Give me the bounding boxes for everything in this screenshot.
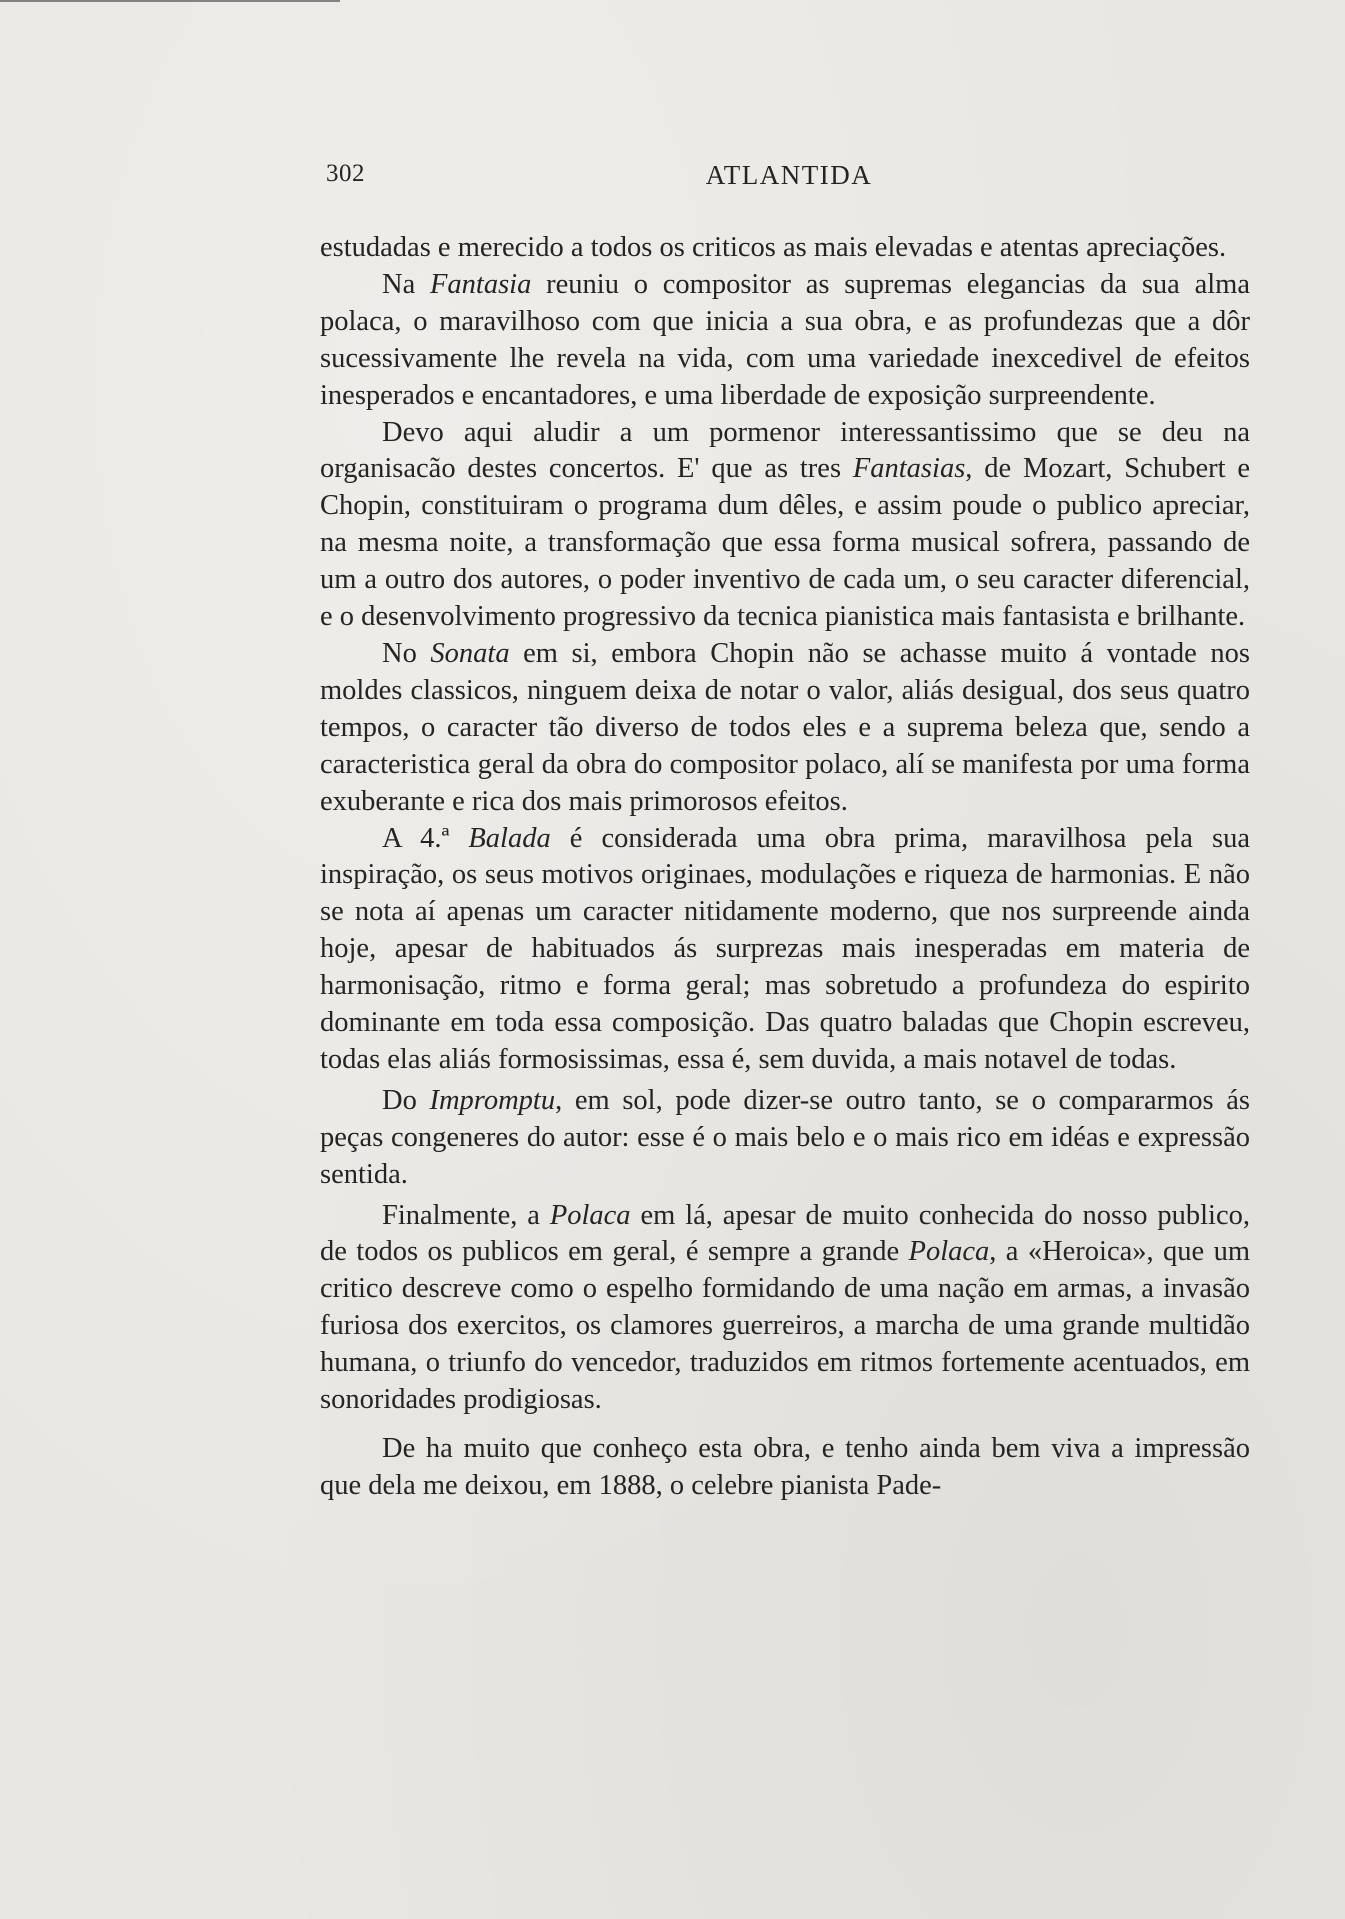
text-run: A 4.ª [382,822,469,854]
paragraph [320,1431,1250,1505]
paragraph [320,267,1250,415]
text-run: estudadas e merecido a todos os criticos as mais elevadas e atentas apreciações. [320,232,1227,263]
text-run: reuniu o compositor as supremas elegancias da sua alma polaca, o maravilhoso com que inicia a sua obra, e as profundezas que a dôr sucessivamente lhe revela na vida, com uma variedade inexcedivel de efeitos inesperados e encantadores, e uma liberdade de exposição surpreendente. [320,268,1250,411]
text-run: Finalmente, a [382,1199,550,1231]
text-run: , de Mozart, Schubert e Chopin, constituiram o programa dum dêles, e assim poude o publico apreciar, na mesma noite, a transformação que essa forma musical sofrera, passando de um a outro dos autores, o poder inventivo de cada um, o seu caracter diferencial, e o desenvolvimento progressivo da tecnica pianistica mais fantasista e brilhante. [320,453,1250,633]
italic-title: Impromptu [429,1084,556,1116]
text-run: Na [382,268,431,300]
italic-title: Balada [468,822,551,854]
body-text [320,230,1250,1505]
journal-title: ATLANTIDA [705,160,873,190]
scan-edge-line [0,0,340,2]
text-run: Devo aqui aludir a um pormenor interessantissimo que se deu na organisacão destes concertos. E' que as tres [320,416,1250,485]
italic-title: Sonata [430,637,510,669]
text-run: , em sol, pode dizer-se outro tanto, se o compararmos ás peças congeneres do autor: esse é o mais belo e o mais rico em idéas e expressão sentida. [320,1084,1250,1190]
paragraph [320,1083,1250,1194]
text-run: , a «Heroica», que um critico descreve como o espelho formidando de uma nação em armas, a invasão furiosa dos exercitos, os clamores guerreiros, a marcha de uma grande multidão humana, o triunfo do vencedor, traduzidos em ritmos fortemente acentuados, em sonoridades prodigiosas. [320,1236,1250,1416]
text-run: De ha muito que conheço esta obra, e tenho ainda bem viva a impressão que dela me deixou, em 1888, o celebre pianista Pade- [320,1433,1250,1501]
italic-title: Fantasias [852,453,966,485]
paragraph [320,230,1250,267]
paragraph [320,636,1250,821]
paragraph [320,821,1250,1079]
italic-title: Polaca [908,1236,990,1268]
text-run: No [382,637,431,669]
text-run: em si, embora Chopin não se achasse muito á vontade nos moldes classicos, ninguem deixa de notar o valor, aliás desigual, dos seus quatro tempos, o caracter tão diverso de todos eles e a suprema beleza que, sendo a caracteristica geral da obra do compositor polaco, alí se manifesta por uma forma exuberante e rica dos mais primorosos efeitos. [320,637,1250,817]
text-run: Do [382,1084,430,1116]
italic-title: Polaca [549,1199,631,1231]
text-run: é considerada uma obra prima, maravilhosa pela sua inspiração, os seus motivos originaes, modulações e riqueza de harmonias. E não se nota aí apenas um caracter nitidamente moderno, que nos surpreende ainda hoje, apesar de habituados ás surprezas mais inesperadas em materia de harmonisação, ritmo e forma geral; mas sobretudo a profundeza do espirito dominante em toda essa composição. Das quatro baladas que Chopin escreveu, todas elas aliás formosissimas, essa é, sem duvida, a mais notavel de todas. [320,822,1250,1075]
text-run: em lá, apesar de muito conhecida do nosso publico, de todos os publicos em geral, é sempre a grande [320,1199,1251,1268]
italic-title: Fantasia [430,268,532,300]
running-head [326,160,1252,194]
paragraph [320,1198,1250,1419]
paragraph [320,415,1250,636]
page-number: 302 [326,160,365,187]
